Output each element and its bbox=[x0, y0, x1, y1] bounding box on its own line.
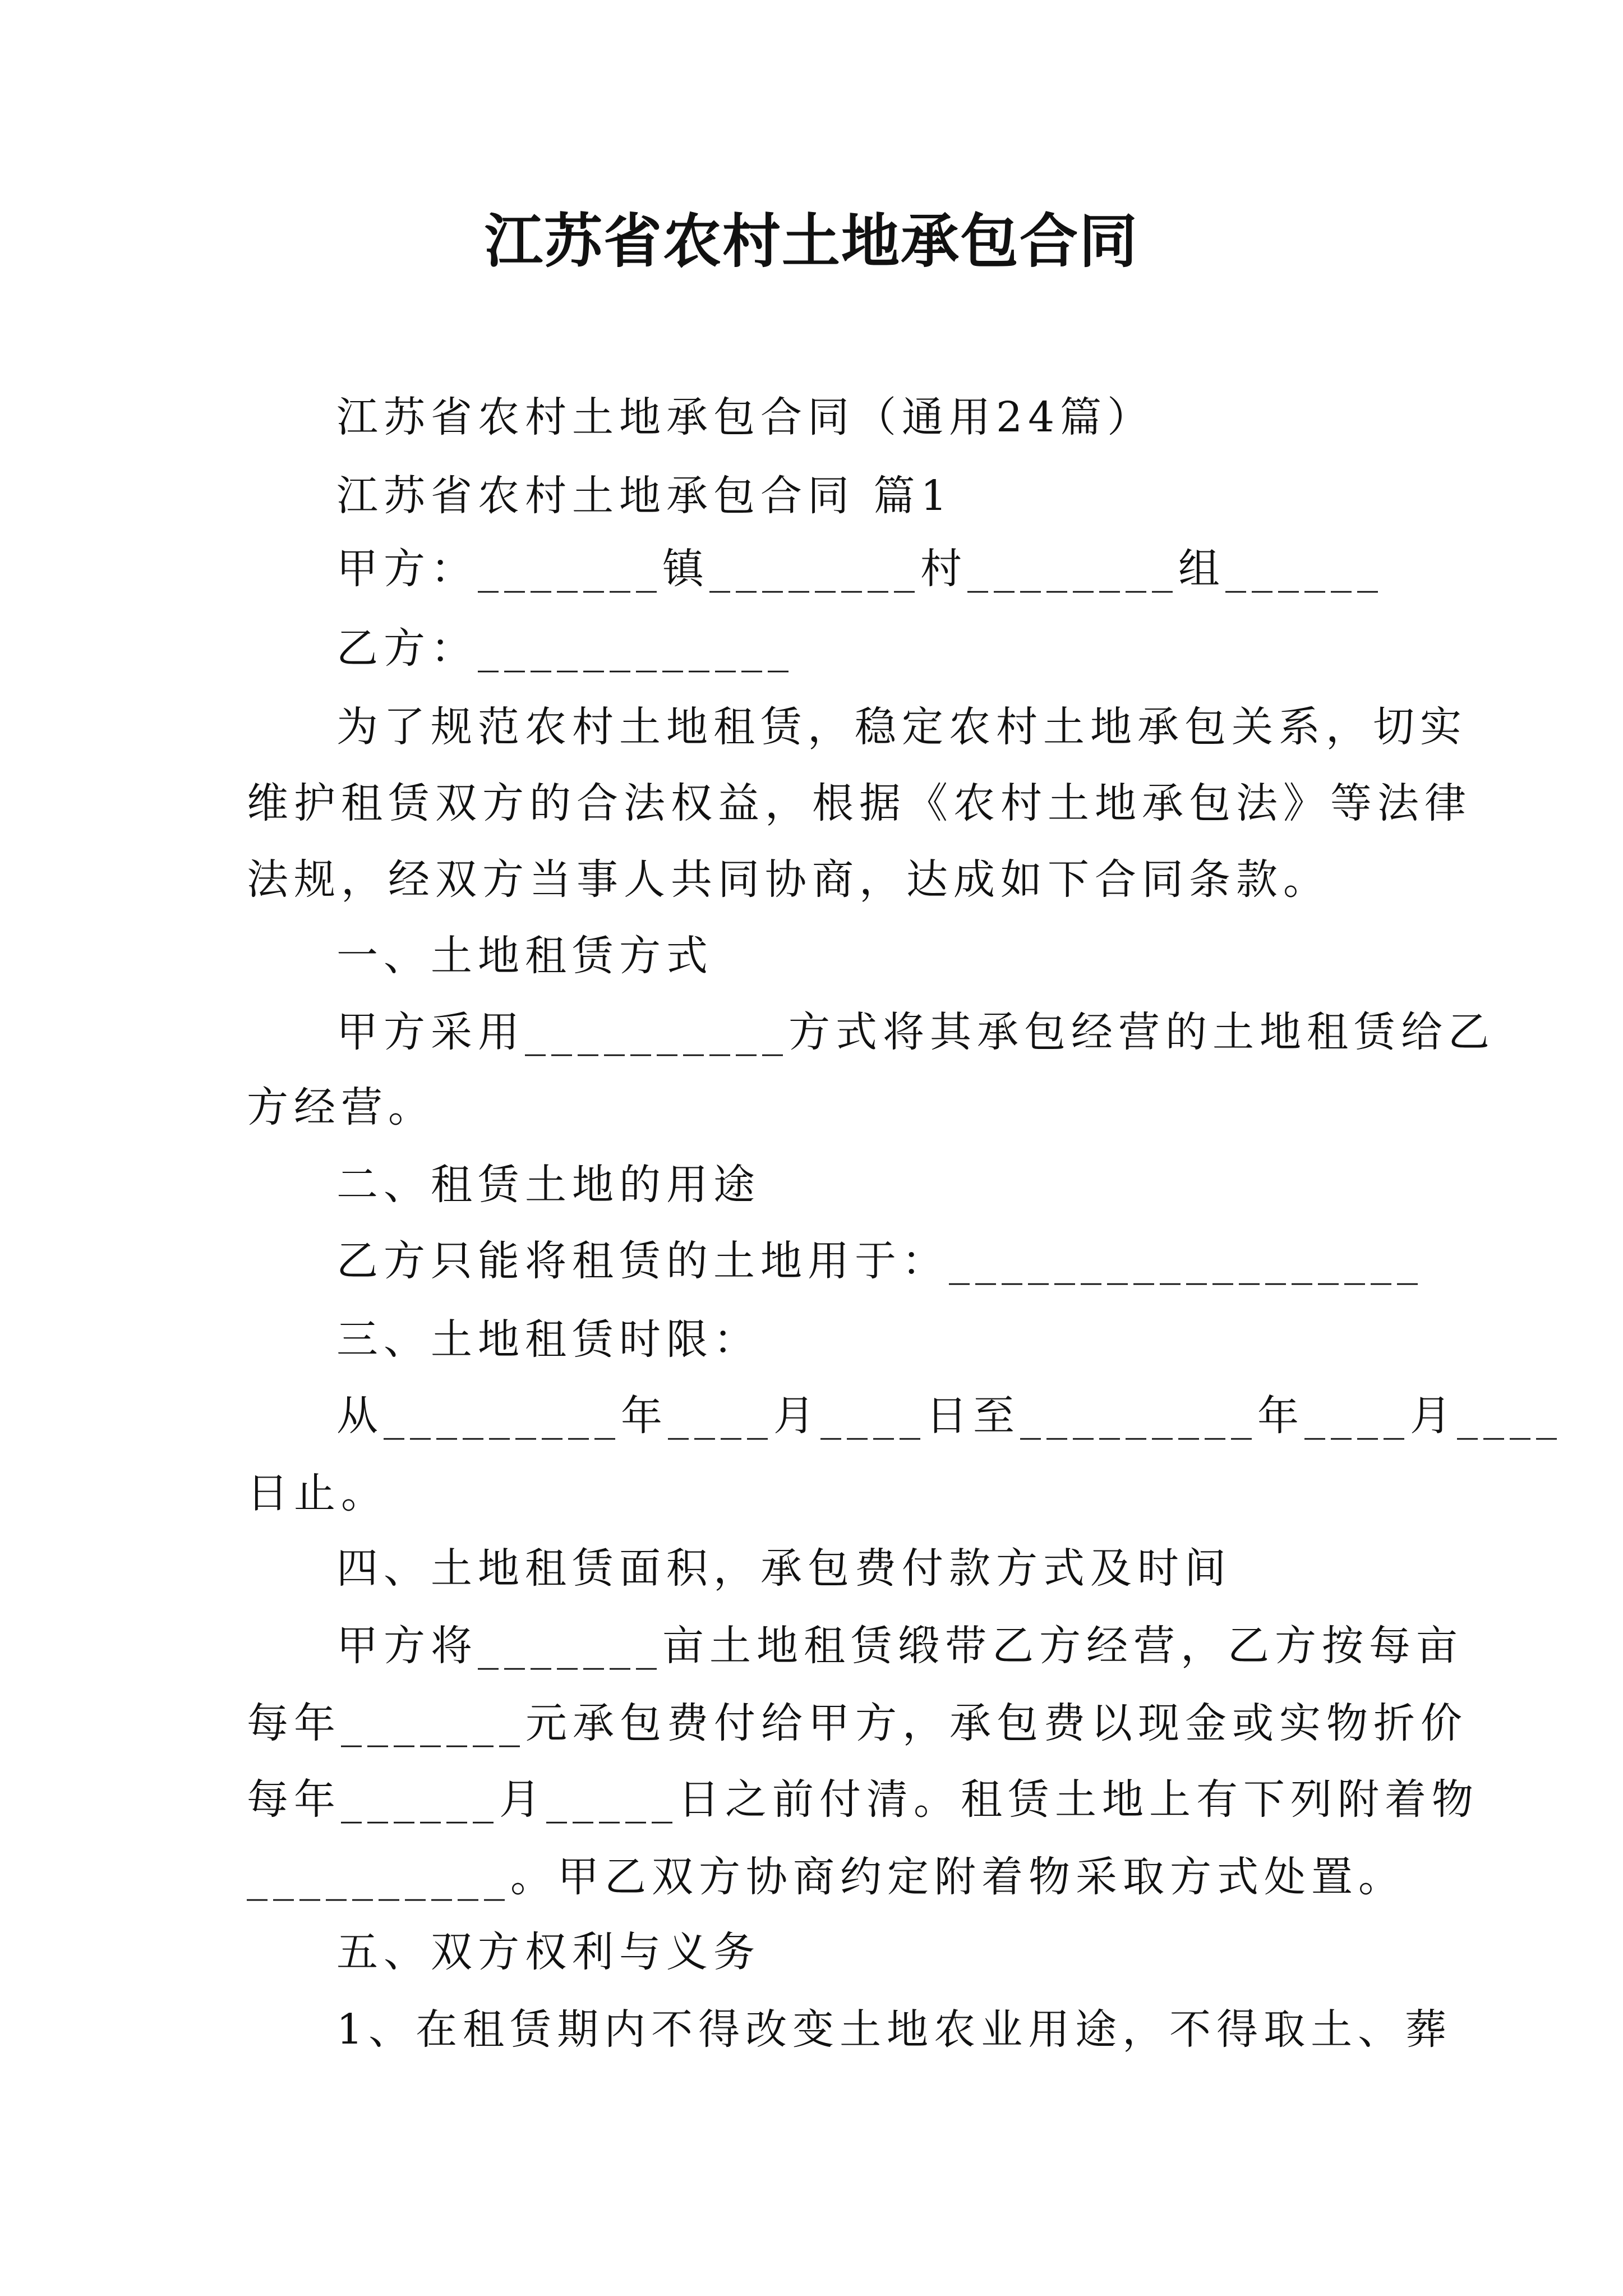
document-title: 江苏省农村土地承包合同 bbox=[484, 206, 1138, 275]
preamble-line-2: 维护租赁双方的合法权益，根据《农村土地承包法》等法律 bbox=[247, 779, 1472, 827]
clause-text-3a: 从_________年____月____日至_________年____月____ bbox=[336, 1392, 1562, 1440]
preamble-line-3: 法规，经双方当事人共同协商，达成如下合同条款。 bbox=[247, 855, 1330, 904]
clause-text-4d: __________。甲乙双方协商约定附着物采取方式处置。 bbox=[247, 1853, 1405, 1901]
clause-text-4a: 甲方将_______亩土地租赁缎带乙方经营，乙方按每亩 bbox=[336, 1622, 1463, 1670]
preamble-line-1: 为了规范农村土地租赁，稳定农村土地承包关系，切实 bbox=[336, 703, 1467, 751]
clause-text-4c: 每年______月_____日之前付清。租赁土地上有下列附着物 bbox=[247, 1775, 1479, 1824]
clause-heading-2: 二、租赁土地的用途 bbox=[336, 1161, 760, 1209]
clause-heading-3: 三、土地租赁时限： bbox=[336, 1315, 760, 1364]
clause-text-1b: 方经营。 bbox=[247, 1083, 435, 1131]
clause-text-4b: 每年_______元承包费付给甲方，承包费以现金或实物折价 bbox=[247, 1699, 1468, 1747]
clause-text-1a: 甲方采用__________方式将其承包经营的土地租赁给乙 bbox=[336, 1008, 1495, 1056]
clause-text-3b: 日止。 bbox=[247, 1469, 388, 1517]
party-b-line: 乙方：____________ bbox=[336, 624, 794, 673]
section-heading: 江苏省农村土地承包合同 篇1 bbox=[336, 472, 953, 520]
clause-heading-5: 五、双方权利与义务 bbox=[336, 1928, 760, 1976]
party-a-line: 甲方：_______镇________村________组______ bbox=[336, 545, 1384, 593]
document-subtitle: 江苏省农村土地承包合同（通用24篇） bbox=[336, 393, 1155, 441]
clause-text-5a: 1、在租赁期内不得改变土地农业用途，不得取土、葬 bbox=[336, 2005, 1453, 2054]
clause-heading-1: 一、土地租赁方式 bbox=[336, 932, 713, 980]
clause-text-2: 乙方只能将租赁的土地用于：__________________ bbox=[336, 1237, 1423, 1285]
clause-heading-4: 四、土地租赁面积，承包费付款方式及时间 bbox=[336, 1544, 1232, 1593]
